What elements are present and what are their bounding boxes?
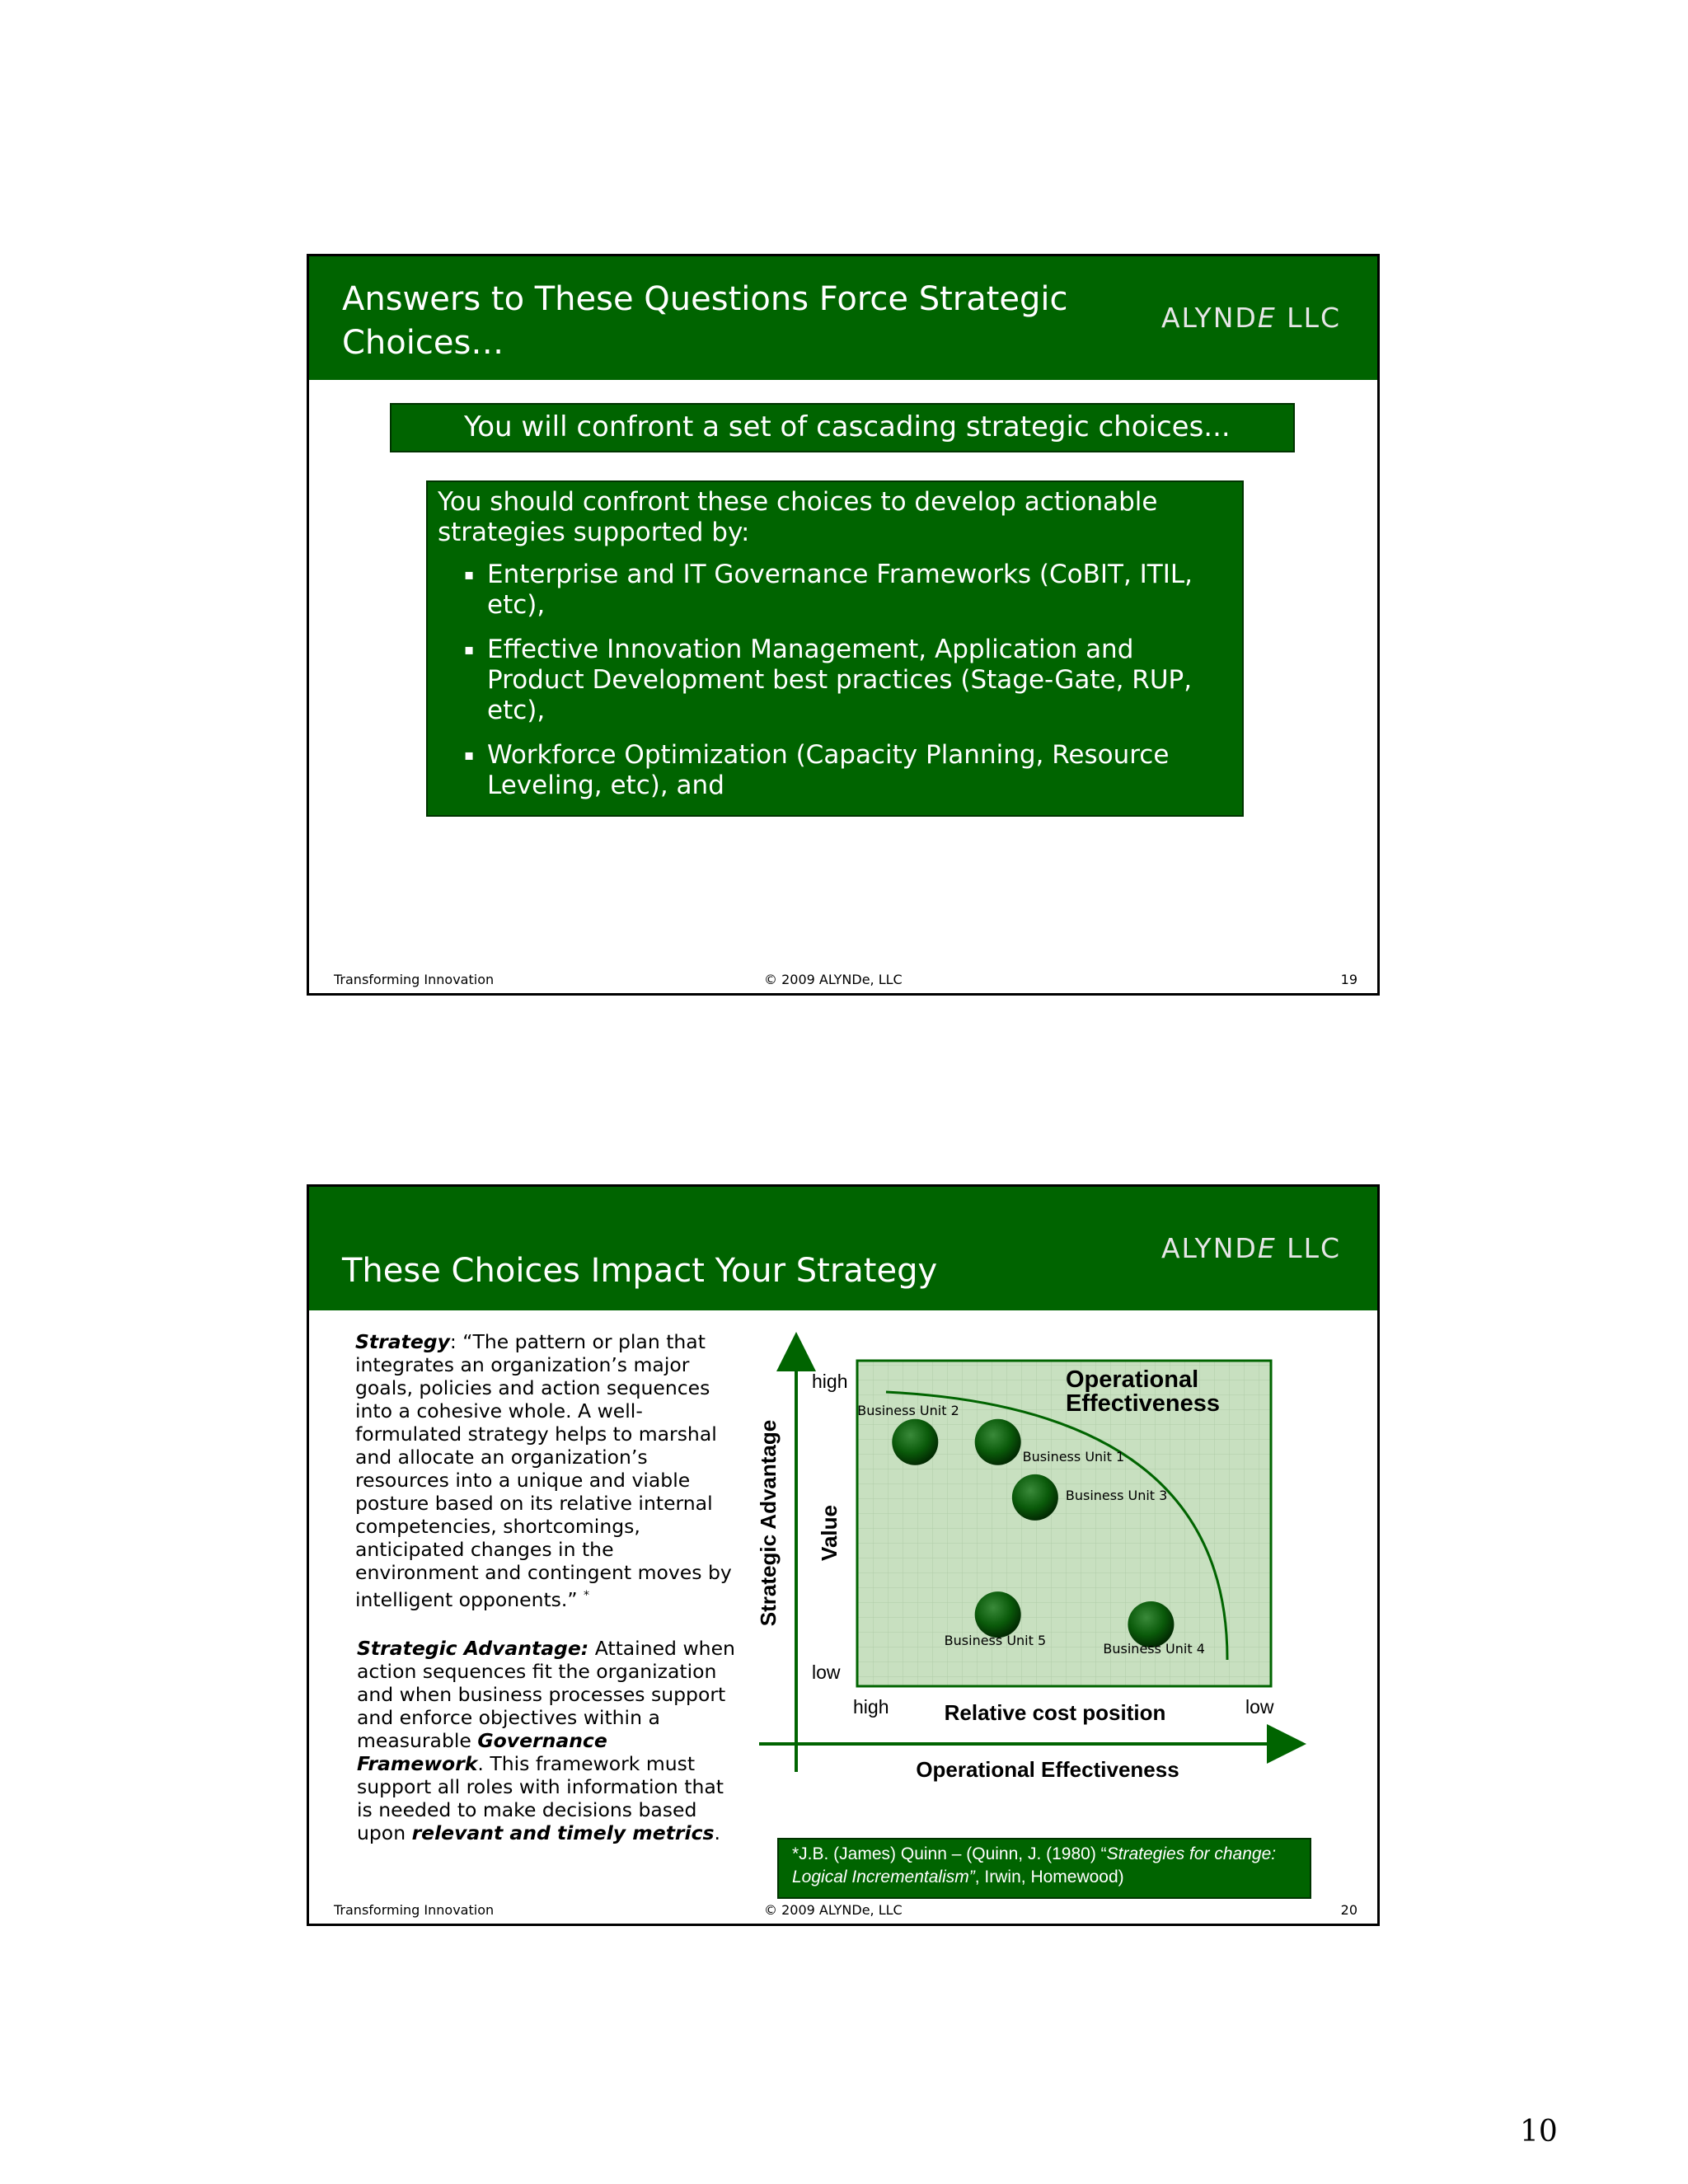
chart-title-box [1066, 1368, 1272, 1434]
chart-point-label: Business Unit 3 [1065, 1487, 1168, 1503]
footer-left: Transforming Innovation [334, 1902, 495, 1918]
page-number: 10 [1520, 2115, 1558, 2149]
chart-point [975, 1591, 1021, 1638]
chart-point-label: Business Unit 1 [1022, 1448, 1125, 1465]
slide-19 [307, 254, 1380, 996]
list-item: ▪ Workforce Optimization (Capacity Planning, Resource Leveling, etc), and [464, 740, 1170, 800]
strategy-label: Strategy [355, 1330, 450, 1353]
choices-box [426, 480, 1244, 845]
strategic-advantage-definition: Strategic Advantage: Attained when action sequences fit the organization and when business processes support and enforce objectives within a measurable Governance Framework. This framework must support all roles with information that is needed to make decisions based upon relevant and timely metrics. [357, 1637, 735, 1844]
choices-list [438, 560, 1232, 846]
chart-point [975, 1419, 1021, 1465]
list-item: ▪ Effective Innovation Management, Application and Product Development best practices (Stage-Gate, RUP, etc), [464, 635, 1193, 725]
y-tick-high: high [812, 1371, 848, 1392]
footer-copyright: © 2009 ALYNDe, LLC [764, 972, 903, 987]
x-tick-low: low [1245, 1696, 1274, 1718]
x-tick-high: high [853, 1696, 889, 1718]
outer-x-axis-label: Operational Effectiveness [916, 1757, 1179, 1782]
choices-intro: You should confront these choices to develop actionable strategies supported by: [438, 487, 1158, 547]
outer-y-axis-label: Strategic Advantage [756, 1419, 781, 1627]
bullet-icon: ▪ [464, 566, 475, 583]
chart-point [1012, 1474, 1058, 1521]
choices-banner: You will confront a set of cascading strategic choices... [390, 403, 1295, 452]
citation-box: *J.B. (James) Quinn – (Quinn, J. (1980) “Strategies for change: Logical Incrementalism”, Irwin, Homewood) [777, 1838, 1311, 1899]
chart-title: Operational Effectiveness [1066, 1368, 1220, 1417]
y-axis-label: Value [817, 1505, 842, 1561]
bullet-icon: ▪ [464, 747, 475, 764]
bullet-icon: ▪ [464, 641, 475, 658]
bullet-icon: ▪ [464, 822, 475, 839]
chart-point-label: Business Unit 5 [944, 1633, 1047, 1649]
slide-number: 19 [1340, 972, 1357, 987]
slide-footer [334, 1902, 1357, 1920]
chart-point-label: Business Unit 4 [1103, 1640, 1205, 1657]
footer-left: Transforming Innovation [334, 972, 495, 987]
list-item: ▪ Enterprise and IT Governance Frameworks (CoBIT, ITIL, etc), [464, 560, 1193, 620]
slide-20 [307, 1184, 1380, 1926]
slide-footer [334, 972, 1357, 990]
operational-effectiveness-chart [309, 1187, 1377, 1924]
slide-number: 20 [1340, 1902, 1357, 1918]
slide-header [309, 256, 1377, 380]
advantage-label: Strategic Advantage: [357, 1637, 589, 1660]
chart-point [892, 1419, 938, 1465]
brand-logo: ALYNDE LLC [1160, 302, 1341, 334]
brand-logo: ALYNDE LLC [1160, 1232, 1341, 1264]
y-tick-low: low [812, 1661, 841, 1683]
x-axis-label: Relative cost position [944, 1700, 1166, 1725]
slide-title: These Choices Impact Your Strategy [342, 1252, 938, 1290]
strategy-definition: Strategy: “The pattern or plan that integrates an organization’s major goals, policies and action sequences into a cohesive whole. A well-formulated strategy helps to marshal and allocate an organization’s resources into a unique and viable posture based on its relative internal competencies, shortcomings, anticipated changes in the environment and contingent moves by intelligent opponents.” * [355, 1330, 732, 1611]
chart-point-label: Business Unit 2 [857, 1402, 959, 1418]
footer-copyright: © 2009 ALYNDe, LLC [764, 1902, 903, 1918]
slide-title: Answers to These Questions Force Strategic Choices… [342, 280, 1068, 362]
list-item: ▪ Project and Product Portfolio Management Best Practices [464, 815, 1214, 845]
